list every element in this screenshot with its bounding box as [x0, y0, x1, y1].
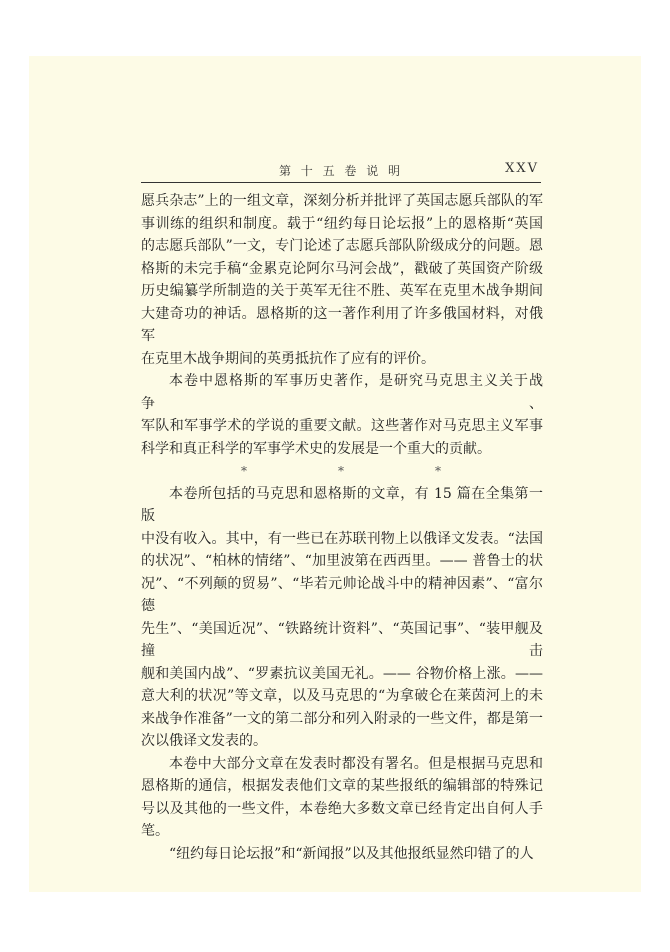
text-line: 事训练的组织和制度。载于“纽约每日论坛报”上的恩格斯“英国 — [141, 215, 543, 232]
text-line: 本卷中大部分文章在发表时都没有署名。但是根据马克思和 — [169, 755, 543, 772]
text-line: 号以及其他的一些文件，本卷绝大多数文章已经肯定出自何人手 — [141, 800, 543, 817]
text-line: 来战争作准备”一文的第二部分和列入附录的一些文件，都是第一 — [141, 710, 543, 727]
running-header — [141, 158, 541, 183]
body-text — [141, 190, 543, 865]
text-line: 的志愿兵部队”一文，专门论述了志愿兵部队阶级成分的问题。恩 — [141, 238, 543, 254]
text-line: 笔。 — [141, 823, 169, 839]
text-line: 的状况”、“柏林的情绪”、“加里波第在西西里。—— 普鲁士的状 — [141, 553, 543, 569]
section-divider-stars — [241, 460, 441, 483]
text-line: 本卷中恩格斯的军事历史著作，是研究马克思主义关于战争、 — [141, 373, 543, 412]
text-line: 况”、“不列颠的贸易”、“毕若元帅论战斗中的精神因素”、“富尔德 — [141, 575, 543, 614]
text-line: 中没有收入。其中，有一些已在苏联刊物上以俄译文发表。“法国 — [141, 530, 543, 547]
text-line: “纽约每日论坛报”和“新闻报”以及其他报纸显然印错了的人 — [169, 845, 534, 862]
text-line: 恩格斯的通信，根据发表他们文章的某些报纸的编辑部的特殊记 — [141, 778, 543, 794]
text-line: 先生”、“美国近况”、“铁路统计资料”、“英国记事”、“装甲舰及撞击 — [141, 620, 543, 659]
text-line: 舰和美国内战”、“罗素抗议美国无礼。—— 谷物价格上涨。—— — [141, 665, 543, 682]
text-line: 次以俄译文发表的。 — [141, 733, 267, 749]
text-line: 历史编纂学所制造的关于英军无往不胜、英军在克里木战争期间 — [141, 283, 543, 299]
text-line: 意大利的状况”等文章，以及马克思的“为拿破仑在莱茵河上的未 — [141, 688, 543, 704]
text-line: 格斯的未完手稿“金累克论阿尔马河会战”，戳破了英国资产阶级 — [141, 260, 543, 277]
page-number: XXV — [505, 161, 539, 176]
header-title: 第 十 五 卷 说 明 — [278, 164, 404, 178]
divider-star: * — [241, 464, 247, 478]
divider-star: * — [435, 464, 441, 478]
divider-star: * — [338, 464, 344, 478]
text-line: 在克里木战争期间的英勇抵抗作了应有的评价。 — [141, 350, 435, 367]
text-line: 科学和真正科学的军事学术史的发展是一个重大的贡献。 — [141, 440, 491, 457]
text-line: 本卷所包括的马克思和恩格斯的文章，有 15 篇在全集第一版 — [141, 485, 543, 524]
text-line: 愿兵杂志”上的一组文章，深刻分析并批评了英国志愿兵部队的军 — [141, 193, 543, 209]
text-line: 大建奇功的神话。恩格斯的这一著作利用了许多俄国材料，对俄军 — [141, 305, 543, 344]
text-line: 军队和军事学术的学说的重要文献。这些著作对马克思主义军事 — [141, 418, 543, 434]
